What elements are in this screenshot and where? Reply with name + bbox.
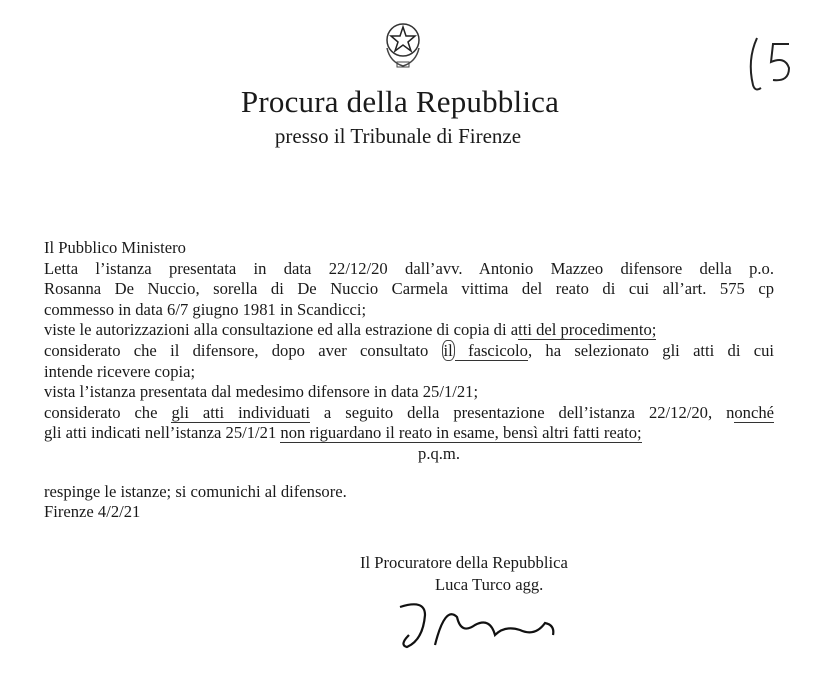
body-line: [44, 423, 774, 444]
body-line: [44, 403, 774, 424]
handwritten-page-number: [745, 30, 810, 100]
text: gli atti indicati nell’istanza 25/1/21: [44, 423, 281, 443]
pqm: p.q.m.: [418, 443, 460, 463]
underlined-text: onché: [734, 402, 774, 422]
page-subtitle: presso il Tribunale di Firenze: [274, 124, 522, 148]
body-line: vista l’istanza presentata dal medesimo difensore in data 25/1/21;: [44, 382, 479, 402]
text: , ha selezionato gli atti di cui: [527, 340, 775, 360]
underlined-text: fascicolo: [454, 340, 528, 360]
handwritten-signature: [395, 595, 575, 655]
document-body: [44, 238, 774, 523]
body-line: commesso in data 6/7 giugno 1981 in Scandicci;: [44, 299, 367, 319]
place-date: Firenze 4/2/21: [44, 502, 141, 522]
body-line: Letta l’istanza presentata in data 22/12/20 dall’avv. Antonio Mazzeo difensore della p.o.: [44, 258, 774, 278]
circled-text: il: [443, 340, 453, 360]
underlined-text: non riguardano il reato in esame, bensì altri fatti reato;: [280, 423, 642, 443]
text: viste le autorizzazioni alla consultazione ed alla estrazione di copia di a: [44, 320, 519, 340]
signatory-role: Il Procuratore della Repubblica: [360, 553, 568, 572]
decision: respinge le istanze; si comunichi al difensore.: [44, 481, 347, 501]
body-line: Rosanna De Nuccio, sorella di De Nuccio Carmela vittima del reato di cui all’art. 575 cp: [44, 279, 774, 299]
text: considerato che il difensore, dopo aver consultato: [44, 340, 442, 360]
underlined-text: gli atti individuati: [171, 402, 310, 422]
signature-block: [360, 552, 620, 596]
page-title: Procura della Repubblica: [240, 84, 560, 119]
body-line: [44, 320, 774, 341]
text: a seguito della presentazione dell’istanza 22/12/20, n: [309, 402, 735, 422]
body-line: Il Pubblico Ministero: [44, 238, 186, 257]
text: considerato che: [44, 402, 172, 422]
body-line: [44, 341, 774, 362]
body-line: intende ricevere copia;: [44, 361, 196, 381]
signatory-name: Luca Turco agg.: [435, 575, 544, 594]
underlined-text: tti del procedimento;: [518, 320, 657, 340]
italian-republic-emblem-icon: [382, 18, 424, 70]
